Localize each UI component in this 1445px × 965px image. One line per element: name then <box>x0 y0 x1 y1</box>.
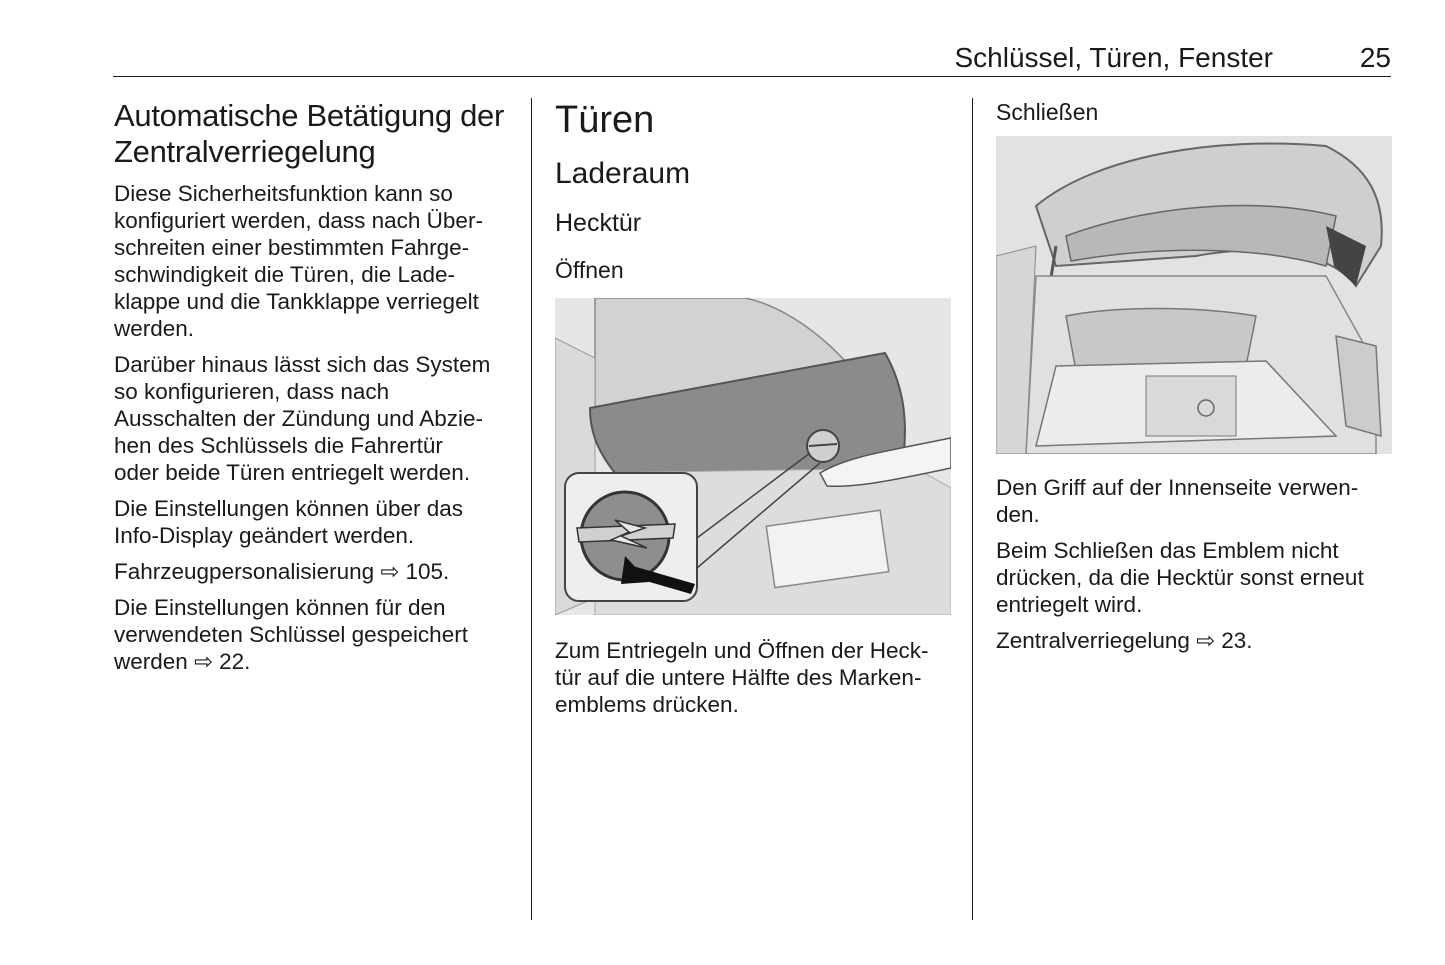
column-divider-right <box>972 98 973 920</box>
subsection-title: Hecktür <box>555 209 642 237</box>
figure-caption: Zum Entriegeln und Öffnen der Heck- tür auf die untere Hälfte des Marken- emblems drücken. <box>555 638 929 717</box>
column-middle <box>555 98 955 727</box>
step-label: Schließen <box>996 99 1099 125</box>
tailgate-closing-illustration <box>996 136 1392 454</box>
paragraph: Die Einstellungen können über das Info-Display geändert werden. <box>114 496 463 548</box>
column-left <box>114 98 514 684</box>
cross-reference: Zentralverriegelung ⇨ 23. <box>996 628 1253 653</box>
tailgate-opening-drawing <box>555 298 951 615</box>
tailgate-closing-drawing <box>996 136 1392 454</box>
paragraph: Beim Schließen das Emblem nicht drücken, da die Hecktür sonst erneut entriegelt wird. <box>996 538 1364 617</box>
paragraph: Diese Sicherheitsfunktion kann so konfiguriert werden, dass nach Über- schreiten einer bestimmten Fahrge- schwindigkeit die Türen, die Lade- klappe und die Tankklappe verriegelt werden. <box>114 181 483 341</box>
tailgate-emblem-illustration <box>555 298 951 615</box>
paragraph: Die Einstellungen können für den verwendeten Schlüssel gespeichert werden ⇨ 22. <box>114 595 468 674</box>
section-title: Laderaum <box>555 157 691 190</box>
chapter-title: Türen <box>555 99 655 141</box>
section-heading: Automatische Betätigung der Zentralverriegelung <box>114 98 504 169</box>
step-label: Öffnen <box>555 257 624 283</box>
column-right <box>996 98 1396 663</box>
header-title: Schlüssel, Türen, Fenster <box>954 42 1273 73</box>
cross-reference: Fahrzeugpersonalisierung ⇨ 105. <box>114 559 450 584</box>
page-number: 25 <box>1359 42 1391 73</box>
running-header <box>113 40 1391 77</box>
column-divider-left <box>531 98 532 920</box>
paragraph: Darüber hinaus lässt sich das System so konfigurieren, dass nach Ausschalten der Zündung und Abzie- hen des Schlüssels die Fahrertür oder beide Türen entriegelt werden. <box>114 352 491 485</box>
paragraph: Den Griff auf der Innenseite verwen- den. <box>996 475 1359 527</box>
